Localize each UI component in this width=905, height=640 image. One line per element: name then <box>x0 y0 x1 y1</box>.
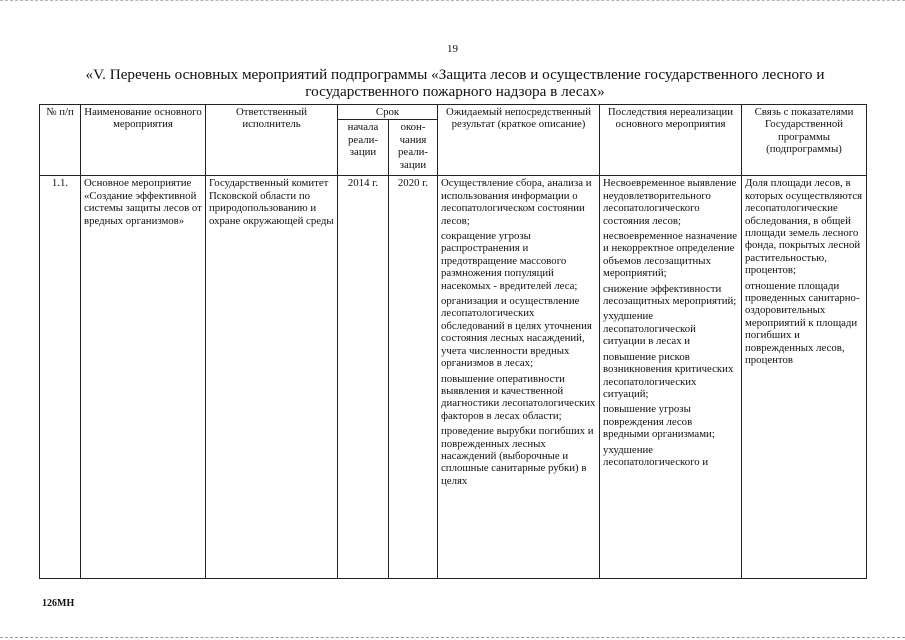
row-end: 2020 г. <box>397 177 429 190</box>
scan-edge-bottom <box>0 637 905 638</box>
cell-consequences <box>600 176 742 579</box>
cell-name <box>81 176 206 579</box>
header-consequences: Последствия нереализации основного мероприятия <box>600 105 742 176</box>
link-item: отношение площади проведенных санитарно-оздоровительных мероприятий к площади погибших и поврежденных лесов, процентов <box>745 279 860 367</box>
consequence-item: ухудшение лесопатологической ситуации в лесах и <box>603 310 696 348</box>
header-term-start: начала реали-зации <box>338 120 389 176</box>
consequence-item: снижение эффективности лесозащитных мероприятий; <box>603 282 737 308</box>
consequence-item: Несвоевременное выявление неудовлетворительного лесопатологического состояния лесов; <box>603 177 737 227</box>
section-heading-line-1: «V. Перечень основных мероприятий подпрограммы «Защита лесов и осуществление государственного лесного и <box>85 66 825 83</box>
consequence-item: повышение угрозы повреждения лесов вредными организмами; <box>603 403 715 441</box>
scan-edge-top <box>0 0 905 1</box>
page-number: 19 <box>447 43 458 55</box>
cell-end <box>389 176 438 579</box>
header-result: Ожидаемый непосредственный результат (краткое описание) <box>438 105 600 176</box>
header-num: № п/п <box>40 105 81 176</box>
row-name: Основное мероприятие «Создание эффективной системы защиты лесов от вредных организмов» <box>84 177 202 227</box>
header-link: Связь с показателями Государственной программы (подпрограммы) <box>742 105 867 176</box>
result-item: Осуществление сбора, анализа и использования информации о лесопатологическом состоянии лесов; <box>441 177 592 227</box>
link-item: Доля площади лесов, в которых осуществляются лесопатологические обследования, в общей площади земель лесного фонда, покрытых лесной растительностью, процентов; <box>745 177 863 277</box>
footer-code: 126МН <box>42 598 75 609</box>
section-heading <box>40 66 870 100</box>
consequence-item: повышение рисков возникновения критических лесопатологических ситуаций; <box>603 350 734 400</box>
cell-result <box>438 176 600 579</box>
row-start: 2014 г. <box>347 177 379 190</box>
consequence-item: несвоевременное назначение и некорректное определение объемов лесозащитных мероприятий; <box>603 230 738 280</box>
table-header-row <box>40 105 867 120</box>
result-item: повышение оперативности выявления и качественной диагностики лесопатологических факторов в лесах области; <box>441 372 596 422</box>
row-num: 1.1. <box>51 177 69 190</box>
header-term-end: окон-чания реали-зации <box>389 120 438 176</box>
consequence-item: ухудшение лесопатологического и <box>603 443 709 468</box>
measures-table <box>39 104 867 579</box>
header-term: Срок <box>338 105 438 120</box>
cell-start <box>338 176 389 579</box>
section-heading-line-2: государственного пожарного надзора в лесах» <box>305 83 605 100</box>
result-item: сокращение угрозы распространения и предотвращение массового размножения популяций насекомых - вредителей леса; <box>441 230 578 292</box>
result-item: проведение вырубки погибших и поврежденных лесных насаждений (выборочные и сплошные санитарные рубки) в целях <box>441 425 594 487</box>
cell-link <box>742 176 867 579</box>
header-name: Наименование основного мероприятия <box>81 105 206 176</box>
row-executor: Государственный комитет Псковской области по природопользованию и охране окружающей среды <box>209 177 334 227</box>
cell-executor <box>206 176 338 579</box>
header-executor: Ответственный исполнитель <box>206 105 338 176</box>
result-item: организация и осуществление лесопатологических обследований в целях уточнения состояния лесных насаждений, учета численности вредных организмов в лесах; <box>441 295 592 370</box>
cell-num <box>40 176 81 579</box>
table-row <box>40 176 867 579</box>
